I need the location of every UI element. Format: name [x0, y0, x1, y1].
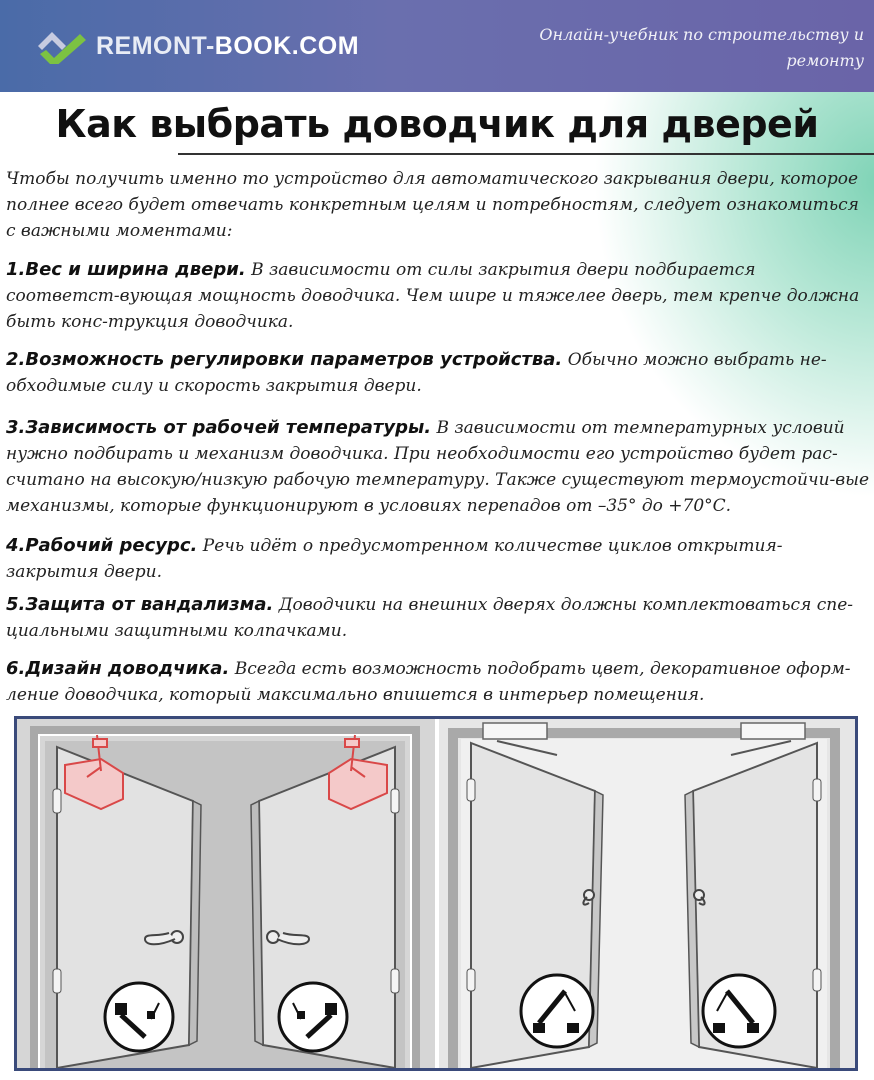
- site-header: [0, 0, 874, 92]
- list-item: [6, 656, 868, 708]
- list-item: [6, 257, 868, 335]
- item-heading: 4.Рабочий ресурс.: [6, 535, 198, 556]
- item-heading: 2.Возможность регулировки параметров устройства.: [6, 349, 563, 370]
- item-text: Речь идёт о предусмотренном количестве циклов открытия-закрытия двери.: [6, 536, 783, 582]
- item-text: В зависимости от силы закрытия двери подбирается соответст-вующая мощность доводчика. Чем шире и тяжелее дверь, тем крепче должна быть конс-трукция доводчика.: [6, 260, 860, 332]
- item-heading: 3.Зависимость от рабочей температуры.: [6, 417, 432, 438]
- list-item: [6, 533, 872, 585]
- list-item: [6, 592, 872, 644]
- item-text: Доводчики на внешних дверях должны комплектоваться спе-циальными защитными колпачками.: [6, 595, 853, 641]
- item-heading: 1.Вес и ширина двери.: [6, 259, 246, 280]
- door-closer-illustration: [14, 716, 858, 1071]
- intro-paragraph: Чтобы получить именно то устройство для автоматического закрывания двери, которое полнее всего будет отвечать конкретным целям и потребностям, следует ознакомиться с важными моментами:: [6, 169, 859, 241]
- item-text: Всегда есть возможность подобрать цвет, декоративное оформ-ление доводчика, который максимально впишется в интерьер помещения.: [6, 659, 851, 705]
- item-text: В зависимости от температурных условий нужно подбирать и механизм доводчика. При необходимости его устройство будет рас-считано на высокую/низкую рабочую температуру. Также существуют термоустойчи-вые механизмы, которые функционируют в условиях перепадов от –35° до +70°С.: [6, 418, 870, 516]
- title-underline: [178, 153, 874, 155]
- logo-text: REMONT-BOOK.COM: [96, 31, 360, 60]
- item-text: Обычно можно выбрать не-обходимые силу и скорость закрытия двери.: [6, 350, 827, 396]
- door-closers-diagram: [17, 719, 855, 1068]
- logo-checkmark-icon: [36, 28, 90, 64]
- page-title: Как выбрать доводчик для дверей: [55, 102, 819, 146]
- list-item: [6, 415, 872, 519]
- site-tagline: Онлайн-учебник по строительству и ремонту: [539, 25, 864, 70]
- item-heading: 5.Защита от вандализма.: [6, 594, 274, 615]
- item-heading: 6.Дизайн доводчика.: [6, 658, 230, 679]
- list-item: [6, 347, 868, 399]
- site-logo[interactable]: [36, 28, 359, 64]
